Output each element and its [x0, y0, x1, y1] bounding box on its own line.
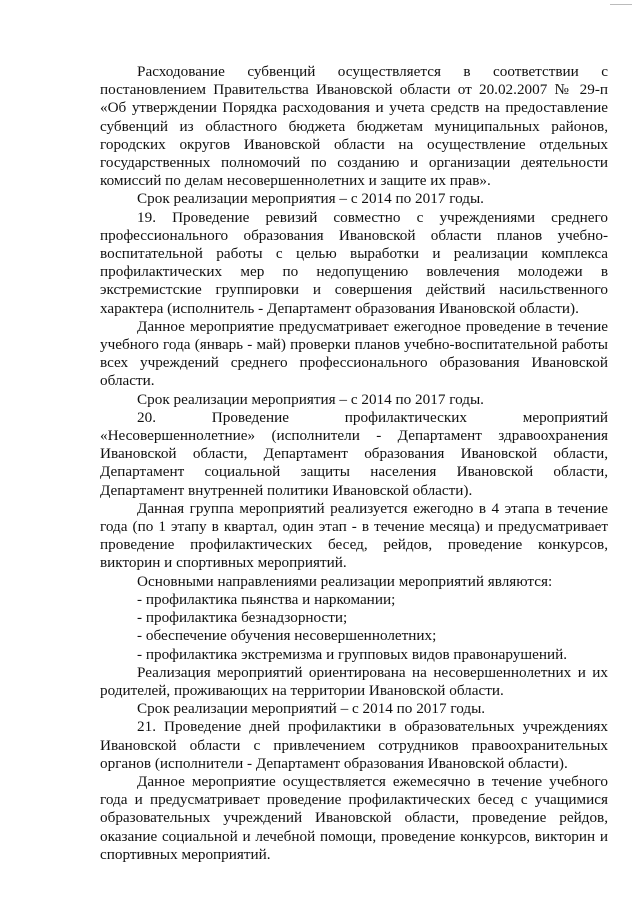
- list-item-drunkenness: - профилактика пьянства и наркомании;: [137, 590, 396, 608]
- paragraph-term-2: Срок реализации мероприятия – с 2014 по 2017 годы.: [137, 390, 484, 408]
- paragraph-item-20-description: Данная группа мероприятий реализуется ежегодно в 4 этапа в течение года (по 1 этапу в квартал, один этап - в течение месяца) и предусматривает проведение профилактических бесед, рейдов, проведение конкурсов, викторин и спортивных мероприятий.: [100, 499, 608, 572]
- document-body: [100, 63, 608, 864]
- paragraph-item-20: 20. Проведение профилактических мероприятий «Несовершеннолетние» (исполнители - Департамент здравоохранения Ивановской области, Департамент образования Ивановской области, Департамент социальной защиты населения Ивановской области, Департамент внутренней политики Ивановской области).: [100, 408, 608, 499]
- list-item-education: - обеспечение обучения несовершеннолетних;: [137, 627, 437, 645]
- paragraph-item-19: 19. Проведение ревизий совместно с учреждениями среднего профессионального образования Ивановской области планов учебно-воспитательной работы с целью выработки и реализации комплекса профилактических мер по недопущению вовлечения молодежи в экстремистские группировки и совершения действий насильственного характера (исполнитель - Департамент образования Ивановской области).: [100, 208, 608, 317]
- paragraph-main-directions: Основными направлениями реализации мероприятий являются:: [137, 572, 553, 590]
- paragraph-item-21: 21. Проведение дней профилактики в образовательных учреждениях Ивановской области с привлечением сотрудников правоохранительных органов (исполнители - Департамент образования Ивановской области).: [100, 718, 608, 772]
- paragraph-term-1: Срок реализации мероприятия – с 2014 по 2017 годы.: [137, 190, 484, 208]
- paragraph-term-3: Срок реализации мероприятий – с 2014 по 2017 годы.: [137, 700, 486, 718]
- list-item-extremism: - профилактика экстремизма и групповых видов правонарушений.: [137, 645, 568, 663]
- paragraph-target-audience: Реализация мероприятий ориентирована на несовершеннолетних и их родителей, проживающих на территории Ивановской области.: [100, 663, 608, 699]
- list-item-neglect: - профилактика безнадзорности;: [137, 609, 348, 627]
- paragraph-item-19-description: Данное мероприятие предусматривает ежегодное проведение в течение учебного года (январь - май) проверки планов учебно-воспитательной работы всех учреждений среднего профессионального образования Ивановской области.: [100, 317, 608, 390]
- paragraph-subvention-spending: Расходование субвенций осуществляется в соответствии с постановлением Правительства Ивановской области от 20.02.2007 № 29-п «Об утверждении Порядка расходования и учета средств на предоставление субвенций из областного бюджета бюджетам муниципальных районов, городских округов Ивановской области на осуществление отдельных государственных полномочий по созданию и организации деятельности комиссий по делам несовершеннолетних и защите их прав».: [100, 63, 608, 190]
- scan-artifact: [610, 4, 632, 5]
- paragraph-item-21-description: Данное мероприятие осуществляется ежемесячно в течение учебного года и предусматривает проведение профилактических бесед с учащимися образовательных учреждений Ивановской области, проведение рейдов, оказание социальной и лечебной помощи, проведение конкурсов, викторин и спортивных мероприятий.: [100, 772, 608, 863]
